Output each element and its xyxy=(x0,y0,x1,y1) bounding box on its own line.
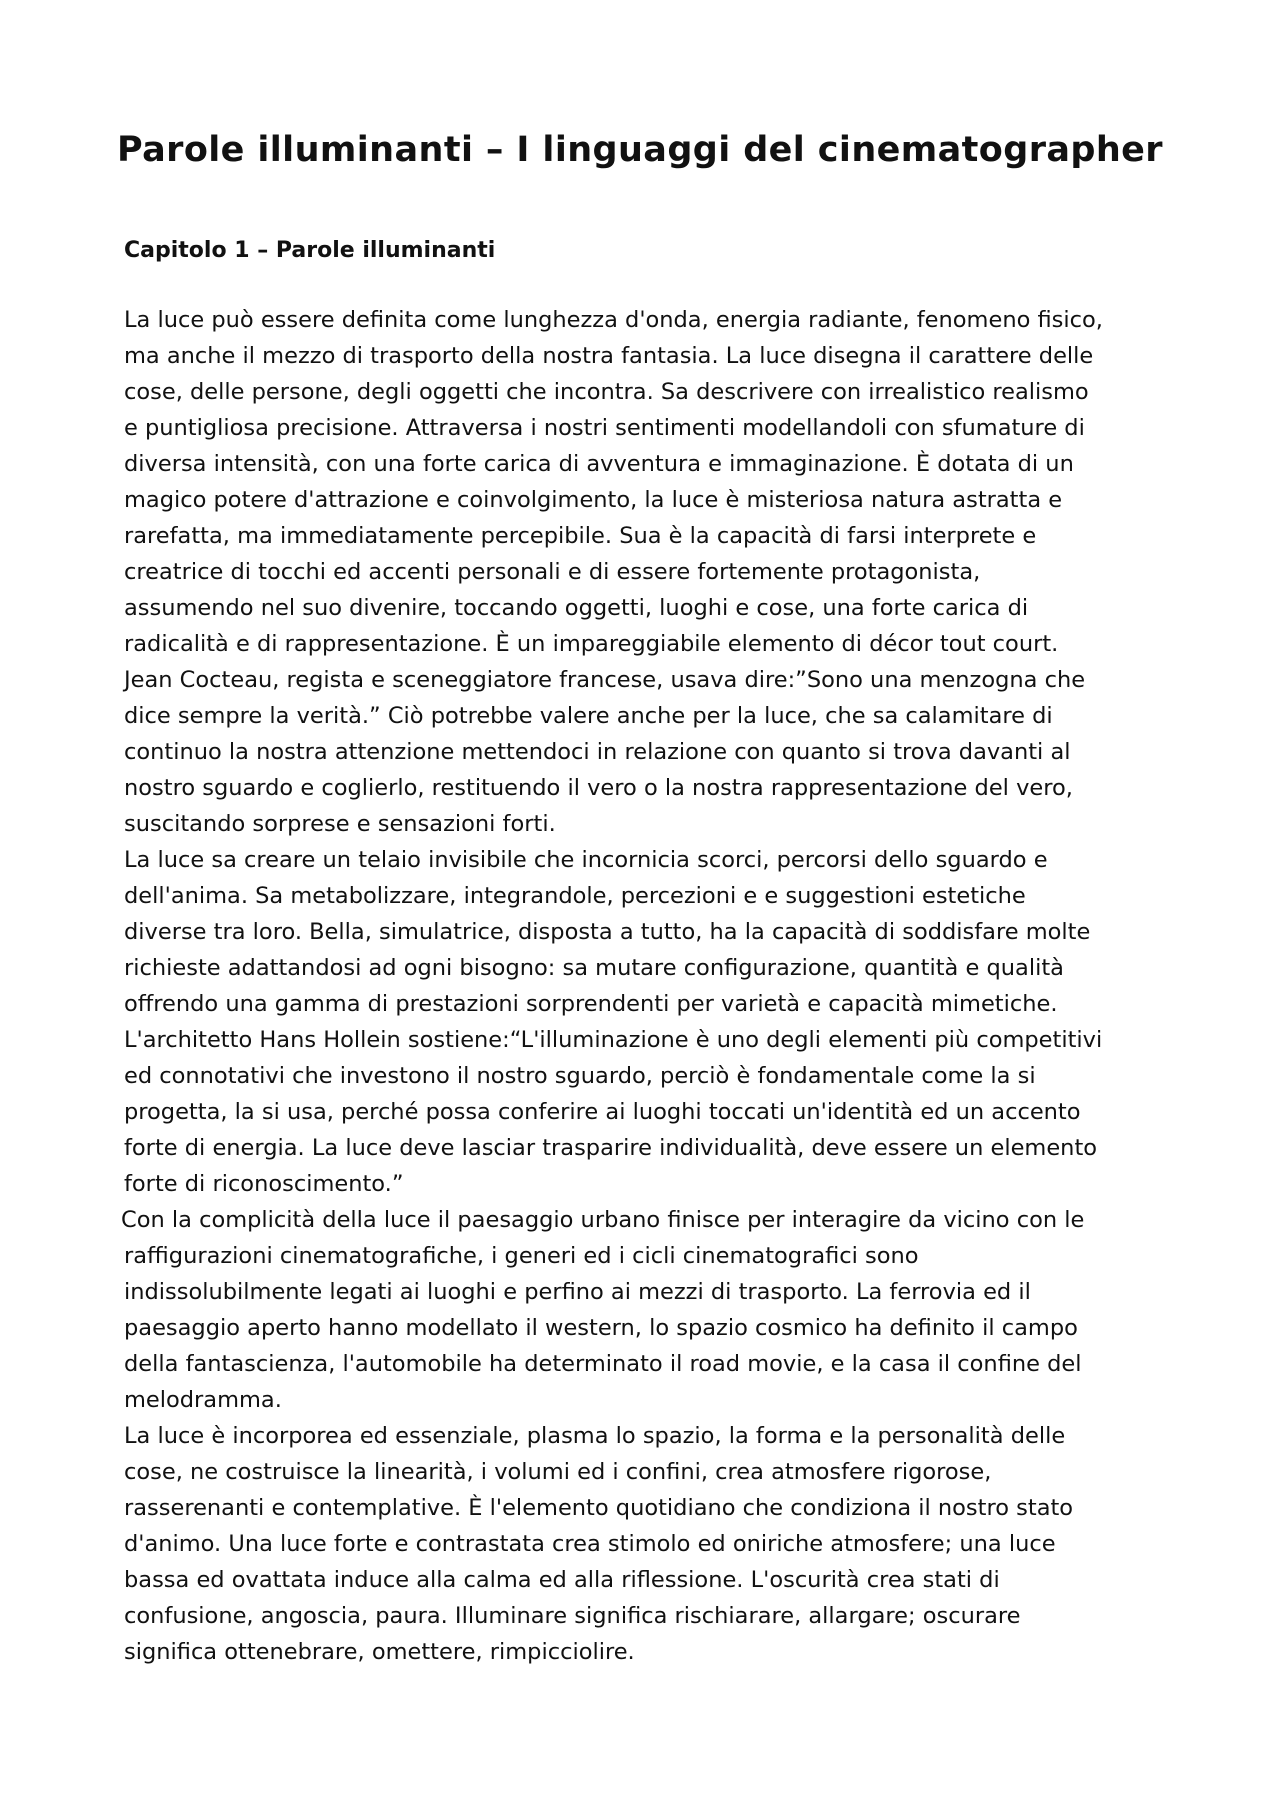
text-line: cose, delle persone, degli oggetti che incontra. Sa descrivere con irrealistico realismo xyxy=(124,379,1089,405)
text-line: diversa intensità, con una forte carica di avventura e immaginazione. È dotata di un xyxy=(124,451,1074,477)
chapter-heading: Capitolo 1 – Parole illuminanti xyxy=(124,238,496,263)
text-line: d'animo. Una luce forte e contrastata crea stimolo ed oniriche atmosfere; una luce xyxy=(124,1531,1056,1557)
text-line: La luce può essere definita come lunghezza d'onda, energia radiante, fenomeno fisico, xyxy=(124,307,1103,333)
text-line: paesaggio aperto hanno modellato il western, lo spazio cosmico ha definito il campo xyxy=(124,1315,1078,1341)
text-line: Con la complicità della luce il paesaggio urbano finisce per interagire da vicino con le xyxy=(121,1207,1085,1233)
text-line: assumendo nel suo divenire, toccando oggetti, luoghi e cose, una forte carica di xyxy=(124,595,1029,621)
text-line: radicalità e di rappresentazione. È un impareggiabile elemento di décor tout court. xyxy=(124,631,1059,657)
text-line: richieste adattandosi ad ogni bisogno: sa mutare configurazione, quantità e qualità xyxy=(124,955,1064,981)
text-line: indissolubilmente legati ai luoghi e perfino ai mezzi di trasporto. La ferrovia ed il xyxy=(124,1279,1031,1305)
text-line: creatrice di tocchi ed accenti personali e di essere fortemente protagonista, xyxy=(124,559,981,585)
text-line: melodramma. xyxy=(124,1387,282,1413)
text-line: L'architetto Hans Hollein sostiene:“L'illuminazione è uno degli elementi più competitivi xyxy=(124,1027,1103,1053)
text-line: offrendo una gamma di prestazioni sorprendenti per varietà e capacità mimetiche. xyxy=(124,991,1058,1017)
text-line: La luce è incorporea ed essenziale, plasma lo spazio, la forma e la personalità delle xyxy=(124,1423,1066,1449)
text-line: diverse tra loro. Bella, simulatrice, disposta a tutto, ha la capacità di soddisfare molte xyxy=(124,919,1091,945)
text-line: e puntigliosa precisione. Attraversa i nostri sentimenti modellandoli con sfumature di xyxy=(124,415,1085,441)
text-line: Jean Cocteau, regista e sceneggiatore francese, usava dire:”Sono una menzogna che xyxy=(124,667,1086,693)
text-line: magico potere d'attrazione e coinvolgimento, la luce è misteriosa natura astratta e xyxy=(124,487,1063,513)
text-line: raffigurazioni cinematografiche, i generi ed i cicli cinematografici sono xyxy=(124,1243,919,1269)
text-line: dice sempre la verità.” Ciò potrebbe valere anche per la luce, che sa calamitare di xyxy=(124,703,1053,729)
text-line: ed connotativi che investono il nostro sguardo, perciò è fondamentale come la si xyxy=(124,1063,1036,1089)
document-title: Parole illuminanti – I linguaggi del cinematographer xyxy=(117,130,1163,170)
text-line: progetta, la si usa, perché possa conferire ai luoghi toccati un'identità ed un accento xyxy=(124,1099,1081,1125)
text-line: continuo la nostra attenzione mettendoci in relazione con quanto si trova davanti al xyxy=(124,739,1071,765)
body-text xyxy=(121,302,1186,1670)
text-line: suscitando sorprese e sensazioni forti. xyxy=(124,811,556,837)
text-line: confusione, angoscia, paura. Illuminare significa rischiarare, allargare; oscurare xyxy=(124,1603,1021,1629)
text-line: bassa ed ovattata induce alla calma ed alla riflessione. L'oscurità crea stati di xyxy=(124,1567,1000,1593)
text-line: rasserenanti e contemplative. È l'elemento quotidiano che condiziona il nostro stato xyxy=(124,1495,1074,1521)
text-line: cose, ne costruisce la linearità, i volumi ed i confini, crea atmosfere rigorose, xyxy=(124,1459,992,1485)
text-line: forte di riconoscimento.” xyxy=(124,1171,404,1197)
text-line: nostro sguardo e coglierlo, restituendo il vero o la nostra rappresentazione del vero, xyxy=(124,775,1073,801)
text-line: rarefatta, ma immediatamente percepibile. Sua è la capacità di farsi interprete e xyxy=(124,523,1037,549)
text-line: La luce sa creare un telaio invisibile che incornicia scorci, percorsi dello sguardo e xyxy=(124,847,1048,873)
text-line: dell'anima. Sa metabolizzare, integrandole, percezioni e e suggestioni estetiche xyxy=(124,883,1026,909)
text-line: ma anche il mezzo di trasporto della nostra fantasia. La luce disegna il carattere delle xyxy=(124,343,1094,369)
text-line: significa ottenebrare, omettere, rimpicciolire. xyxy=(124,1639,635,1665)
text-line: forte di energia. La luce deve lasciar trasparire individualità, deve essere un elemento xyxy=(124,1135,1098,1161)
text-line: della fantascienza, l'automobile ha determinato il road movie, e la casa il confine del xyxy=(124,1351,1082,1377)
